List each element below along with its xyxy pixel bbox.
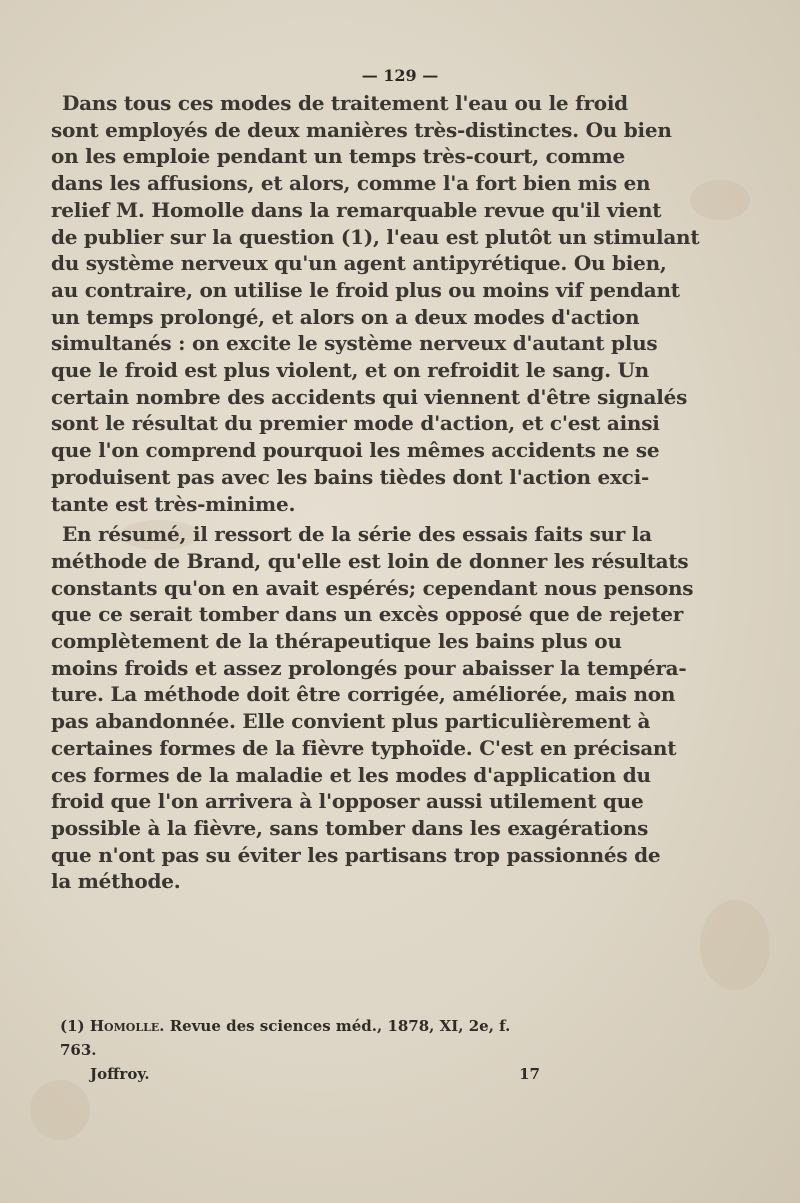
text-line: ces formes de la maladie et les modes d'application du [51, 762, 651, 787]
text-line: complètement de la thérapeutique les bains plus ou [51, 629, 622, 654]
text-line: produisent pas avec les bains tièdes dont l'action exci- [51, 464, 649, 489]
foxing-stain [690, 180, 750, 220]
signature-name: Joffroy. [90, 1065, 150, 1083]
text-line: froid que l'on arrivera à l'opposer aussi utilement que [51, 789, 644, 814]
paragraph-1 [51, 90, 700, 517]
footnote-marker: (1) [60, 1017, 85, 1035]
page-number: — 129 — [361, 66, 439, 85]
text-line: la méthode. [51, 869, 181, 894]
text-line: du système nerveux qu'un agent antipyrétique. Ou bien, [51, 251, 667, 276]
text-line: Dans tous ces modes de traitement l'eau ou le froid [62, 91, 628, 115]
body-text [51, 90, 700, 895]
footnote-citation [60, 1014, 540, 1062]
text-line: pas abandonnée. Elle convient plus particulièrement à [51, 709, 651, 734]
text-line: un temps prolongé, et alors on a deux modes d'action [51, 304, 640, 329]
text-line: moins froids et assez prolongés pour abaisser la tempéra- [51, 655, 687, 680]
text-line: sont le résultat du premier mode d'action, et c'est ainsi [51, 411, 660, 436]
text-line: que l'on comprend pourquoi les mêmes accidents ne se [51, 438, 660, 463]
text-line: constants qu'on en avait espérés; cependant nous pensons [51, 575, 694, 600]
text-line: au contraire, on utilise le froid plus ou moins vif pendant [51, 277, 680, 302]
footnote [60, 1014, 540, 1086]
text-line: tante est très-minime. [51, 491, 296, 516]
text-line: possible à la fièvre, sans tomber dans les exagérations [51, 815, 649, 840]
foxing-stain [30, 1080, 90, 1140]
footnote-reference: Revue des sciences méd., 1878, XI, 2e, f. 763. [60, 1017, 511, 1059]
paragraph-2 [51, 521, 694, 895]
footnote-author: Homolle. [89, 1017, 165, 1035]
text-line: simultanés : on excite le système nerveux d'autant plus [51, 331, 658, 356]
text-line: sont employés de deux manières très-distinctes. Ou bien [51, 117, 672, 142]
text-line: dans les affusions, et alors, comme l'a fort bien mis en [51, 171, 651, 196]
text-line: certain nombre des accidents qui viennent d'être signalés [51, 384, 688, 409]
text-line: que n'ont pas su éviter les partisans trop passionnés de [51, 842, 661, 867]
text-line: relief M. Homolle dans la remarquable revue qu'il vient [51, 197, 662, 222]
foxing-stain [700, 900, 770, 990]
text-line: certaines formes de la fièvre typhoïde. C'est en précisant [51, 735, 677, 760]
signature-line [60, 1062, 540, 1086]
text-line: méthode de Brand, qu'elle est loin de donner les résultats [51, 548, 689, 573]
text-line: En résumé, il ressort de la série des essais faits sur la [62, 522, 652, 547]
signature-number: 17 [519, 1065, 540, 1083]
text-line: ture. La méthode doit être corrigée, améliorée, mais non [51, 682, 676, 707]
text-line: on les emploie pendant un temps très-court, comme [51, 144, 625, 169]
text-line: que le froid est plus violent, et on refroidit le sang. Un [51, 358, 649, 383]
text-line: que ce serait tomber dans un excès opposé que de rejeter [51, 602, 684, 627]
text-line: de publier sur la question (1), l'eau est plutôt un stimulant [51, 224, 700, 249]
